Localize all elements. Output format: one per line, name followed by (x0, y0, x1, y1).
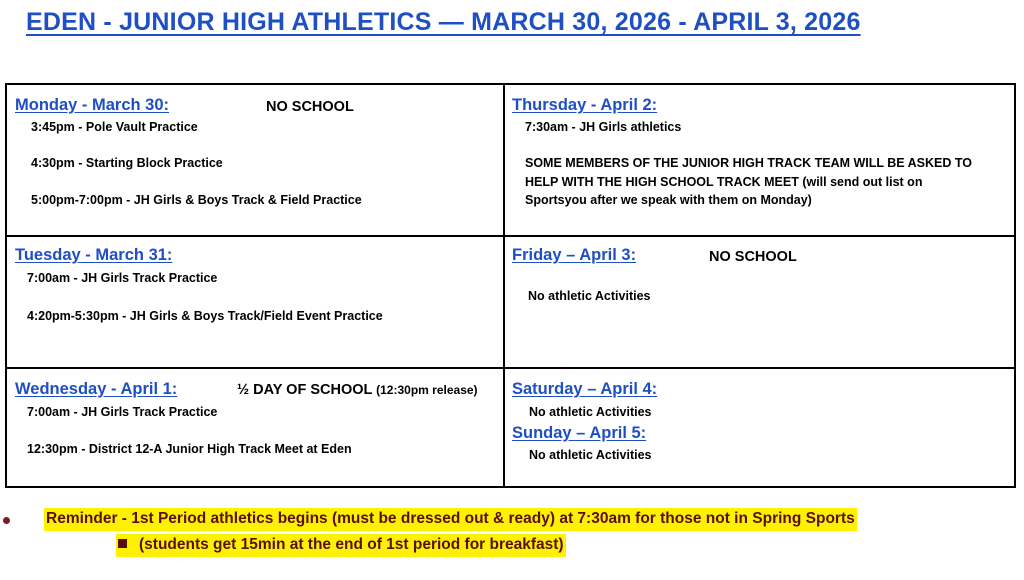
half-day-note (237, 382, 478, 398)
cell-tuesday (7, 237, 503, 367)
schedule-item: 7:30am - JH Girls athletics (525, 120, 682, 134)
no-school-note: NO SCHOOL (709, 249, 797, 265)
schedule-item: 4:30pm - Starting Block Practice (31, 156, 223, 170)
reminder-section (0, 508, 1024, 568)
schedule-item: No athletic Activities (528, 289, 651, 303)
day-heading-saturday: Saturday – April 4: (512, 380, 658, 398)
day-heading-wednesday: Wednesday - April 1: (15, 380, 178, 398)
schedule-item: No athletic Activities (529, 405, 652, 419)
bullet-dot (3, 517, 10, 524)
no-school-note: NO SCHOOL (266, 99, 354, 115)
schedule-item: 5:00pm-7:00pm - JH Girls & Boys Track & Field Practice (31, 193, 362, 207)
square-bullet-icon (118, 539, 127, 548)
day-heading-tuesday: Tuesday - March 31: (15, 246, 173, 264)
schedule-item: 3:45pm - Pole Vault Practice (31, 120, 198, 134)
release-time: (12:30pm release) (376, 383, 478, 397)
reminder-subline (116, 534, 566, 557)
half-day-label: ½ DAY OF SCHOOL (237, 382, 373, 398)
schedule-item: No athletic Activities (529, 448, 652, 462)
day-heading-friday: Friday – April 3: (512, 246, 637, 264)
schedule-table (5, 83, 1016, 488)
reminder-line: Reminder - 1st Period athletics begins (must be dressed out & ready) at 7:30am for those not in Spring Sports (44, 508, 857, 531)
cell-monday (7, 85, 503, 235)
day-heading-sunday: Sunday – April 5: (512, 424, 647, 442)
schedule-item: 7:00am - JH Girls Track Practice (27, 271, 218, 285)
schedule-item: 4:20pm-5:30pm - JH Girls & Boys Track/Field Event Practice (27, 309, 383, 323)
day-heading-monday: Monday - March 30: (15, 96, 170, 114)
page-title: EDEN - JUNIOR HIGH ATHLETICS — MARCH 30, 2026 - APRIL 3, 2026 (26, 8, 861, 36)
day-heading-thursday: Thursday - April 2: (512, 96, 658, 114)
schedule-item: 12:30pm - District 12-A Junior High Track Meet at Eden (27, 442, 352, 456)
schedule-item: 7:00am - JH Girls Track Practice (27, 405, 218, 419)
cell-friday (505, 237, 1016, 367)
cell-thursday (505, 85, 1016, 235)
cell-weekend (505, 369, 1016, 486)
track-meet-help-note: SOME MEMBERS OF THE JUNIOR HIGH TRACK TEAM WILL BE ASKED TO HELP WITH THE HIGH SCHOOL TRACK MEET (will send out list on Sportsyou after we speak with them on Monday) (525, 156, 973, 207)
breakfast-note: (students get 15min at the end of 1st period for breakfast) (139, 536, 564, 553)
cell-wednesday (7, 369, 503, 486)
